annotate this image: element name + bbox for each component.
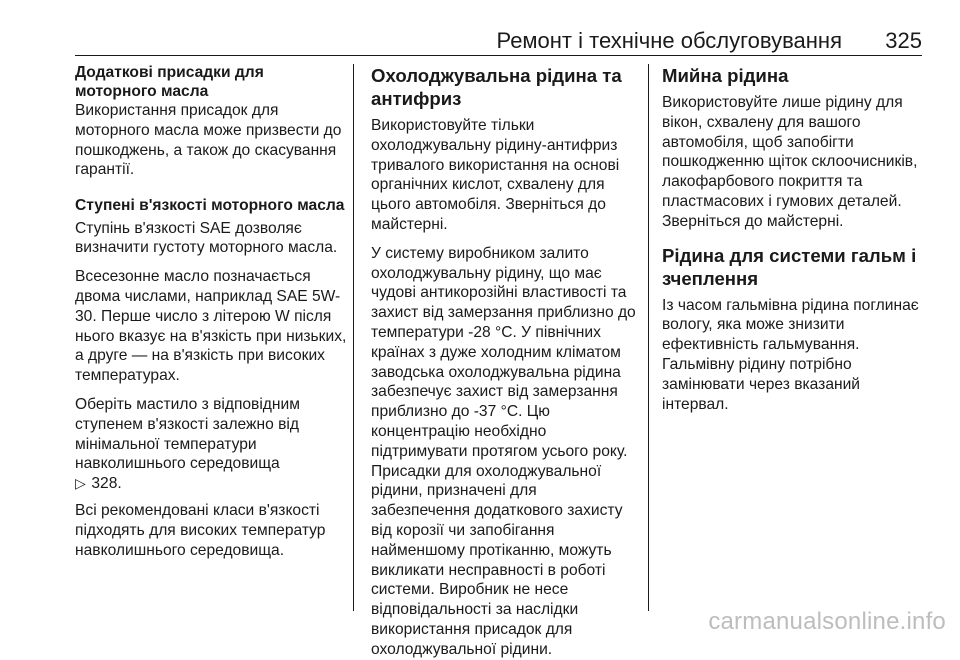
column-divider-1 [353, 64, 354, 611]
page-number: 325 [885, 28, 922, 53]
column-2 [371, 64, 639, 658]
column-3 [662, 64, 924, 611]
heading-oil-additives: Додаткові присадки для моторного масла [75, 64, 264, 100]
column-1 [75, 64, 347, 611]
watermark: carmanualsonline.info [708, 608, 946, 635]
section-title: Ремонт і технічне обслуговування [496, 28, 842, 53]
page-ref-arrow-icon: ▷ [75, 475, 86, 492]
paragraph-choose-oil [75, 395, 347, 494]
paragraph-brake-fluid: Із часом гальмівна рідина поглинає вологу, яка може знизити ефективність гальмування. Гальмівну рідину потрібно замінювати через вказаний інтервал. [662, 296, 919, 413]
paragraph-multigrade-oil: Всесезонне масло позначається двома числами, наприклад SAE 5W-30. Перше число з літерою W після нього вказує на в'язкість при низьких, а друге — на в'язкість при високих температурах. [75, 268, 347, 385]
paragraph-viscosity-classes: Всі рекомендовані класи в'язкості підходять для високих температур навколишнього середовища. [75, 502, 326, 559]
heading-brake-fluid: Рідина для системи гальм і зчеплення [662, 244, 917, 289]
page-ref-link[interactable]: 328. [91, 475, 122, 493]
heading-oil-viscosity: Ступені в'язкості моторного масла [75, 197, 345, 215]
heading-coolant: Охолоджувальна рідина та антифриз [371, 65, 622, 109]
paragraph-coolant-details: У систему виробником залито охолоджувальну рідину, що має чудові антикорозійні властивості та захист від замерзання приблизно до температури -28 °C. У північних країнах з дуже холодним кліматом заводська охолоджувальна рідина забезпечує захист від замерзання приблизно до -37 °C. Цю концентрацію необхідно підтримувати протягом усього року. Присадки для охолоджувальної рідини, призначені для забезпечення додаткового захисту від корозії чи запобігання найменшому протіканню, можуть викликати несправності в роботі системи. Виробник не несе відповідальності за наслідки використання присадок для охолоджувальної рідини. [371, 244, 636, 658]
paragraph-viscosity-sae: Ступінь в'язкості SAE дозволяє визначити густоту моторного масла. [75, 219, 338, 257]
paragraph-oil-additives: Використання присадок для моторного масла може призвести до пошкоджень, а також до скасування гарантії. [75, 102, 342, 179]
column-divider-2 [648, 64, 649, 611]
paragraph-coolant-use: Використовуйте тільки охолоджувальну рідину-антифриз тривалого використання на основі органічних кислот, схвалену для цього автомобіля. Зверніться до майстерні. [371, 117, 620, 233]
header-rule [75, 55, 922, 56]
choose-oil-text: Оберіть мастило з відповідним ступенем в'язкості залежно від мінімальної температури навколишнього середовища [75, 396, 300, 473]
paragraph-washer-fluid: Використовуйте лише рідину для вікон, схвалену для вашого автомобіля, щоб запобігти пошкодженню щіток склоочисників, лакофарбового покриття та пластмасових і гумових деталей. Зверніться до майстерні. [662, 94, 918, 230]
page-header [0, 0, 960, 58]
heading-washer-fluid: Мийна рідина [662, 65, 789, 86]
